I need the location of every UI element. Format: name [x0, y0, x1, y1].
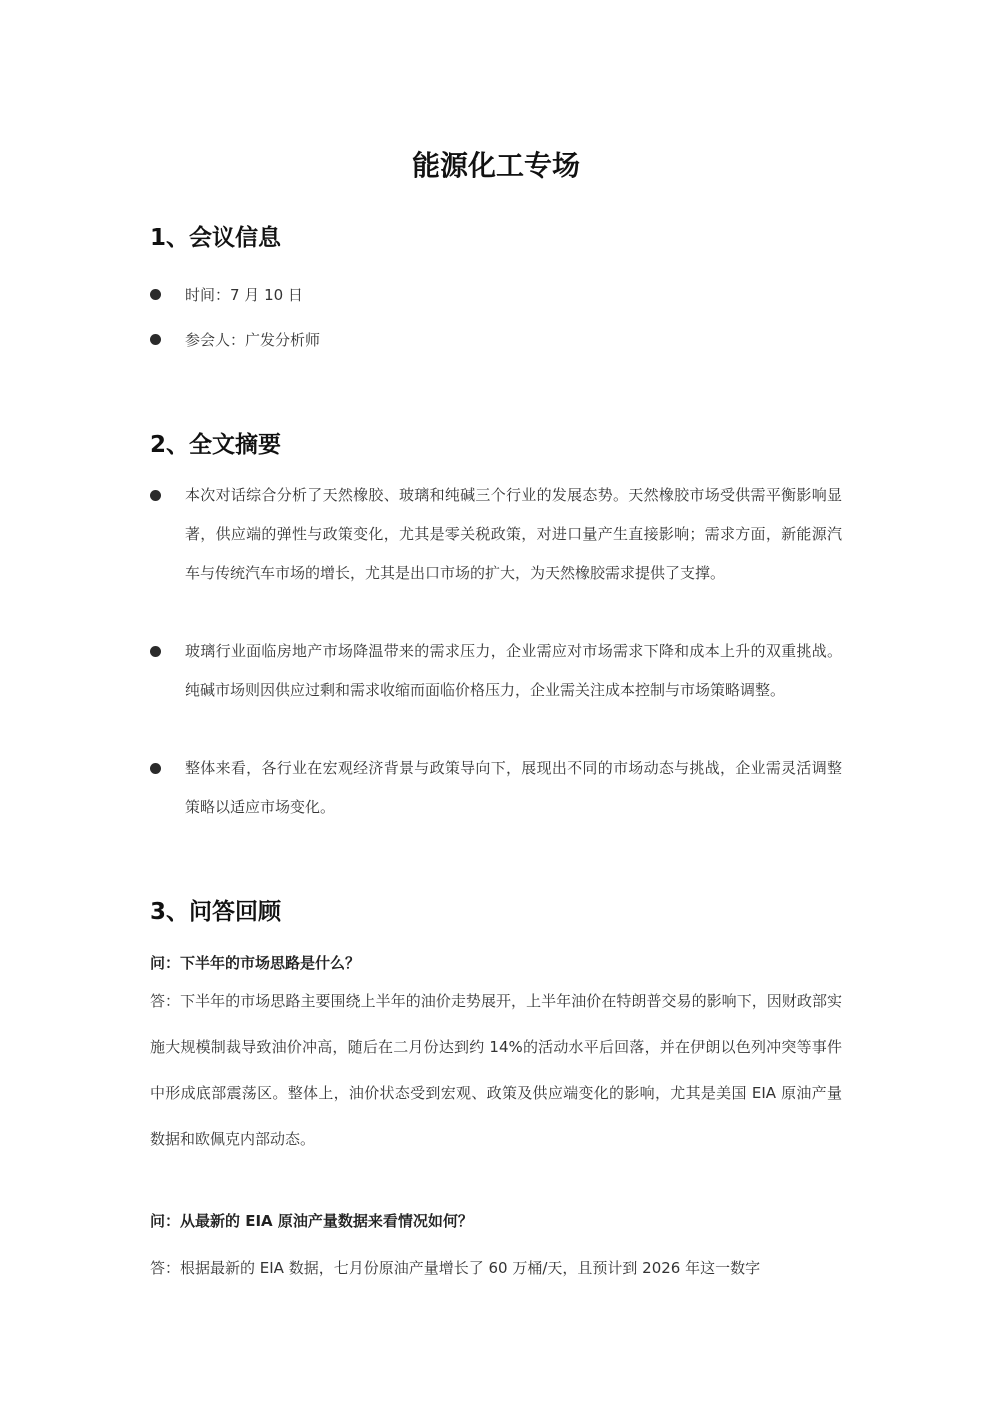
summary-bullet: [150, 632, 842, 710]
bullet-icon: [150, 490, 161, 501]
qa-answer: 答：下半年的市场思路主要围绕上半年的油价走势展开，上半年油价在特朗普交易的影响下，因财政部实施大规模制裁导致油价冲高，随后在二月份达到约 14%的活动水平后回落，并在伊朗以色列冲突等事件中形成底部震荡区。整体上，油价状态受到宏观、政策及供应端变化的影响，尤其是美国 EIA 原油产量数据和欧佩克内部动态。: [150, 992, 842, 1148]
qa-question: 问：从最新的 EIA 原油产量数据来看情况如何？: [150, 1212, 473, 1230]
qa-answer: 答：根据最新的 EIA 数据，七月份原油产量增长了 60 万桶/天，且预计到 2026 年这一数字: [150, 1259, 761, 1277]
bullet-icon: [150, 646, 161, 657]
section-heading-summary: 2、全文摘要: [150, 432, 282, 458]
bullet-icon: [150, 763, 161, 774]
list-item-attendees: [150, 328, 842, 352]
summary-text: 本次对话综合分析了天然橡胶、玻璃和纯碱三个行业的发展态势。天然橡胶市场受供需平衡影响显著，供应端的弹性与政策变化，尤其是零关税政策，对进口量产生直接影响；需求方面，新能源汽车与传统汽车市场的增长，尤其是出口市场的扩大，为天然橡胶需求提供了支撑。: [185, 486, 842, 582]
summary-text: 整体来看，各行业在宏观经济背景与政策导向下，展现出不同的市场动态与挑战，企业需灵活调整策略以适应市场变化。: [185, 759, 842, 816]
section-heading-meeting-info: 1、会议信息: [150, 225, 282, 251]
meeting-time: 时间：7 月 10 日: [185, 286, 303, 304]
bullet-icon: [150, 334, 161, 345]
summary-bullet: [150, 476, 842, 593]
section-heading-qa: 3、问答回顾: [150, 899, 282, 925]
summary-text: 玻璃行业面临房地产市场降温带来的需求压力，企业需应对市场需求下降和成本上升的双重挑战。纯碱市场则因供应过剩和需求收缩而面临价格压力，企业需关注成本控制与市场策略调整。: [185, 642, 842, 699]
document-title: 能源化工专场: [411, 149, 580, 182]
summary-bullet: [150, 749, 842, 827]
meeting-attendees: 参会人：广发分析师: [185, 331, 321, 349]
bullet-icon: [150, 289, 161, 300]
list-item-time: [150, 283, 842, 307]
qa-question: 问：下半年的市场思路是什么？: [150, 954, 361, 972]
